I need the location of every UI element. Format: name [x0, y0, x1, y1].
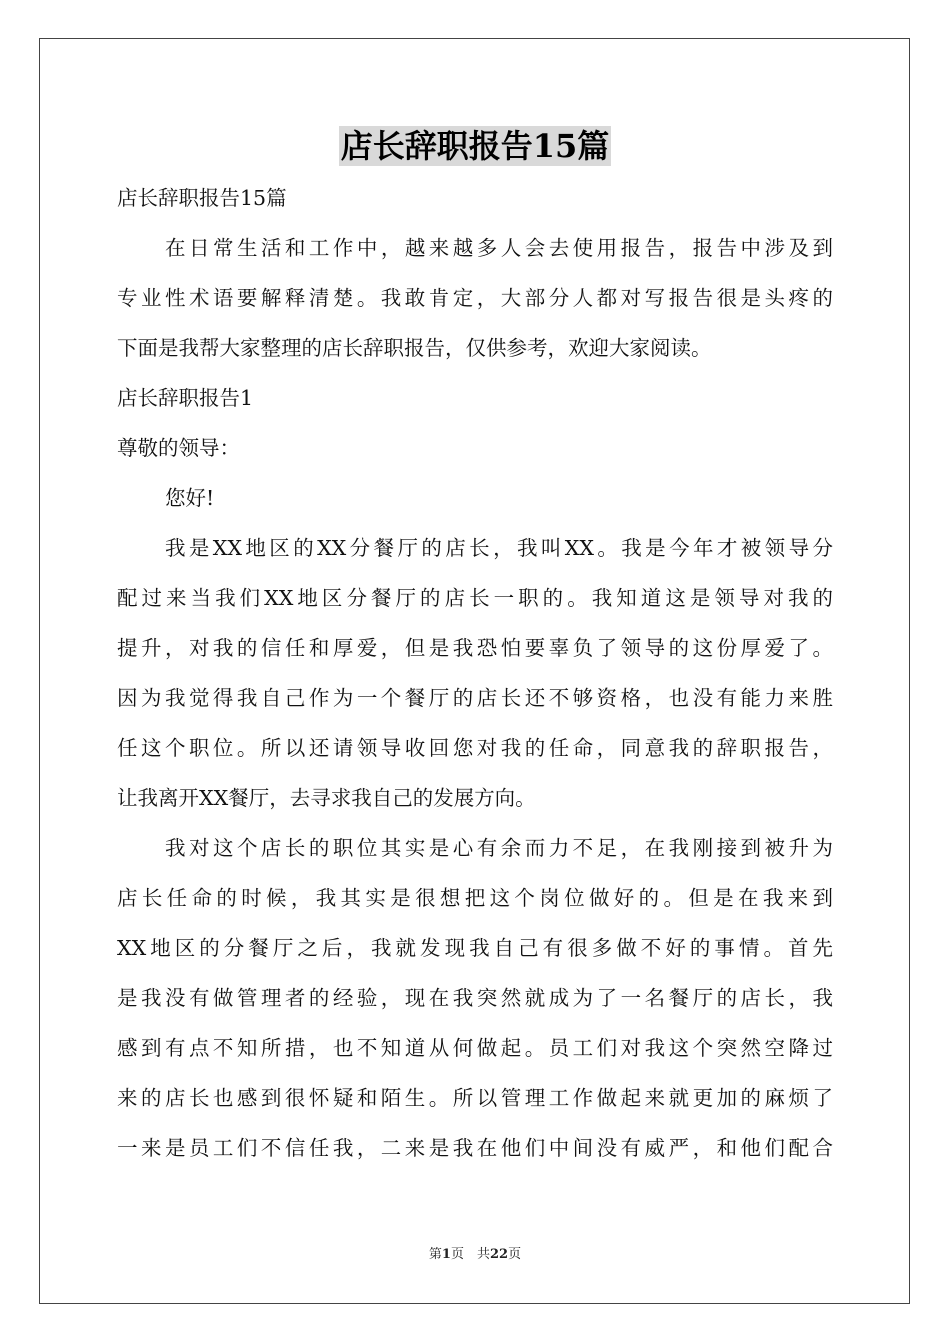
- text-line: 是我没有做管理者的经验，现在我突然就成为了一名餐厅的店长，我: [117, 986, 833, 1010]
- text-line: 店长任命的时候，我其实是很想把这个岗位做好的。但是在我来到: [117, 886, 833, 910]
- footer-prefix: 第: [428, 1247, 442, 1262]
- section-heading: 店长辞职报告1: [117, 386, 254, 410]
- text-line: 在日常生活和工作中，越来越多人会去使用报告，报告中涉及到: [165, 236, 833, 260]
- text-line: 配过来当我们XX地区分餐厅的店长一职的。我知道这是领导对我的: [117, 586, 833, 610]
- title-container: [0, 126, 950, 166]
- text-line: 我是XX地区的XX分餐厅的店长，我叫XX。我是今年才被领导分: [165, 536, 833, 560]
- text-line: 专业性术语要解释清楚。我敢肯定，大部分人都对写报告很是头疼的: [117, 286, 833, 310]
- page-border: [39, 38, 910, 1304]
- text-line: 来的店长也感到很怀疑和陌生。所以管理工作做起来就更加的麻烦了: [117, 1086, 833, 1110]
- text-line: 让我离开XX餐厅，去寻求我自己的发展方向。: [117, 786, 536, 810]
- subtitle-line: 店长辞职报告15篇: [117, 186, 287, 210]
- footer-mid: 页 共: [450, 1247, 490, 1262]
- text-line: 提升，对我的信任和厚爱，但是我恐怕要辜负了领导的这份厚爱了。: [117, 636, 833, 660]
- text-line: XX地区的分餐厅之后，我就发现我自己有很多做不好的事情。首先: [117, 936, 833, 960]
- page-number: 1: [441, 1247, 451, 1262]
- salutation: 尊敬的领导：: [117, 436, 240, 460]
- text-line: 一来是员工们不信任我，二来是我在他们中间没有威严，和他们配合: [117, 1136, 833, 1160]
- total-pages: 22: [489, 1247, 509, 1262]
- footer-suffix: 页: [508, 1247, 522, 1262]
- text-line: 任这个职位。所以还请领导收回您对我的任命，同意我的辞职报告，: [117, 736, 833, 760]
- text-line: 我对这个店长的职位其实是心有余而力不足，在我刚接到被升为: [165, 836, 833, 860]
- page-footer: [0, 1246, 950, 1264]
- greeting: 您好!: [165, 486, 215, 510]
- text-line: 因为我觉得我自己作为一个餐厅的店长还不够资格，也没有能力来胜: [117, 686, 833, 710]
- document-title: 店长辞职报告15篇: [340, 127, 610, 165]
- text-line: 下面是我帮大家整理的店长辞职报告，仅供参考，欢迎大家阅读。: [117, 336, 712, 360]
- text-line: 感到有点不知所措，也不知道从何做起。员工们对我这个突然空降过: [117, 1036, 833, 1060]
